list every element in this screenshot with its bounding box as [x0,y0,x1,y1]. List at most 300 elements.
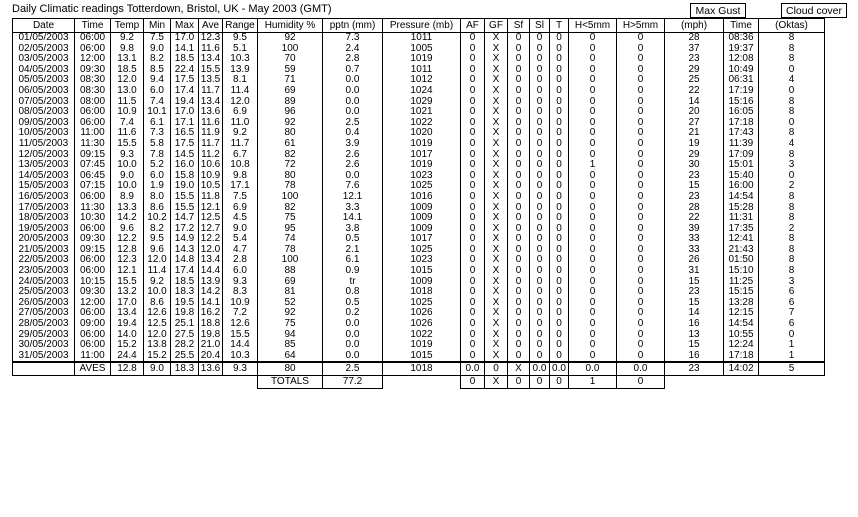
table-cell: 0 [508,245,530,256]
table-cell: 19 [665,139,724,150]
table-cell: 0 [508,287,530,298]
table-cell: 0 [508,75,530,86]
table-cell: 0 [461,234,485,245]
column-header: H<5mm [569,19,617,33]
column-header: Sf [508,19,530,33]
table-cell: 12.3 [199,33,223,44]
table-cell: 0 [569,171,617,182]
table-cell: 0 [530,308,550,319]
column-header: (mph) [665,19,724,33]
table-cell: 12.0 [111,75,144,86]
averages-cell: 9.0 [144,362,171,376]
table-cell: 1 [759,340,825,351]
table-cell: 0 [508,192,530,203]
table-cell: 9.5 [144,234,171,245]
totals-pptn: 77.2 [323,376,383,389]
table-cell: 8 [759,33,825,44]
table-cell: 7.3 [144,128,171,139]
table-cell: 11.7 [199,86,223,97]
column-header: Time [75,19,111,33]
table-cell: 0 [530,65,550,76]
table-cell: 0 [461,107,485,118]
table-cell: 0 [530,107,550,118]
table-cell: 12:00 [75,54,111,65]
table-cell: 74 [258,234,323,245]
table-cell: 69 [258,86,323,97]
table-cell: 2.8 [223,255,258,266]
table-cell: 0 [508,266,530,277]
table-cell: 2.1 [323,245,383,256]
table-row [13,192,825,203]
table-row [13,65,825,76]
table-cell: 0 [461,150,485,161]
table-cell: 13.0 [111,86,144,97]
table-cell: 0 [569,298,617,309]
table-cell: 0 [508,118,530,129]
table-cell: 6.9 [223,107,258,118]
table-cell: 0 [550,340,569,351]
table-cell: X [485,118,508,129]
table-cell: 25 [665,75,724,86]
table-cell: 0 [508,33,530,44]
table-cell: 13.5 [199,75,223,86]
table-cell: 13.4 [111,308,144,319]
table-cell: 0 [508,277,530,288]
table-cell: 10.8 [223,160,258,171]
table-cell: 1026 [383,319,461,330]
table-cell: 0 [530,245,550,256]
table-cell: 21/05/2003 [13,245,75,256]
table-cell: 0 [530,266,550,277]
table-cell: 3.8 [323,224,383,235]
table-cell: 0 [530,97,550,108]
table-cell: 11.4 [144,266,171,277]
table-row [13,277,825,288]
table-cell: 06:31 [724,75,759,86]
averages-cell: 13.6 [199,362,223,376]
table-cell: 0 [530,181,550,192]
table-cell: 06:00 [75,255,111,266]
table-cell: 12:41 [724,234,759,245]
table-cell: 1023 [383,255,461,266]
table-cell: 0 [550,54,569,65]
table-cell: 11.7 [223,139,258,150]
table-cell: 14.3 [171,245,199,256]
table-cell: 07:45 [75,160,111,171]
table-cell: 0 [530,139,550,150]
table-row [13,160,825,171]
table-cell: 22/05/2003 [13,255,75,266]
table-cell: 13.9 [199,277,223,288]
table-cell: 80 [258,128,323,139]
page-title: Daily Climatic readings Totterdown, Bristol, UK - May 2003 (GMT) [12,3,332,15]
table-cell: 13.8 [144,340,171,351]
table-cell: 14.4 [199,266,223,277]
table-cell: 14.1 [199,298,223,309]
table-cell: 11.7 [199,139,223,150]
table-cell: 12.8 [111,245,144,256]
table-cell: 26/05/2003 [13,298,75,309]
table-cell: 4 [759,75,825,86]
table-cell: 4 [759,139,825,150]
table-cell: 8 [759,255,825,266]
table-cell: 17:43 [724,128,759,139]
table-cell: 94 [258,330,323,341]
table-cell: 0 [617,213,665,224]
table-cell: 0 [617,54,665,65]
table-row [13,234,825,245]
table-cell: 7.3 [323,33,383,44]
table-cell: 0 [461,287,485,298]
averages-cell: 0.0 [530,362,550,376]
table-row [13,298,825,309]
table-row [13,351,825,363]
table-cell: 7.4 [144,97,171,108]
table-row [13,54,825,65]
table-cell: 11.2 [199,150,223,161]
table-cell: 17.5 [171,75,199,86]
table-cell: 8.1 [223,75,258,86]
table-row [13,75,825,86]
table-cell: 6 [759,287,825,298]
table-cell: 1020 [383,128,461,139]
table-cell: 0.0 [323,86,383,97]
table-cell: X [485,266,508,277]
table-cell: 09:30 [75,234,111,245]
table-cell: 11.6 [111,128,144,139]
table-cell: 0 [461,245,485,256]
table-cell: 23 [665,171,724,182]
table-cell: 20.4 [199,351,223,363]
table-cell: 0 [550,150,569,161]
table-cell: 0 [508,44,530,55]
table-cell: 0 [550,192,569,203]
averages-cell: 2.5 [323,362,383,376]
table-cell: 11.6 [199,44,223,55]
table-cell: 0 [461,139,485,150]
table-cell: 0 [550,298,569,309]
totals-h-gt5: 0 [617,376,665,389]
averages-cell: 0.0 [569,362,617,376]
table-cell: X [485,171,508,182]
table-cell: 10:55 [724,330,759,341]
table-cell: 0 [530,330,550,341]
table-cell: 19:37 [724,44,759,55]
table-cell: 9.8 [223,171,258,182]
table-cell: X [485,340,508,351]
table-cell: 0 [530,128,550,139]
table-cell: 11:25 [724,277,759,288]
totals-gf: X [485,376,508,389]
table-cell: 0 [508,308,530,319]
table-cell: 23 [665,192,724,203]
table-cell: 10.9 [223,298,258,309]
table-cell: 0 [569,139,617,150]
table-cell: 12.0 [144,330,171,341]
totals-row [13,376,825,389]
table-cell: 0 [617,86,665,97]
column-header: Date [13,19,75,33]
table-cell: 70 [258,54,323,65]
table-cell: 0 [550,213,569,224]
table-row [13,330,825,341]
table-cell: 11.6 [199,118,223,129]
column-header: (Oktas) [759,19,825,33]
table-cell: 31 [665,266,724,277]
table-cell: 7.5 [144,33,171,44]
table-cell: 0 [461,298,485,309]
table-cell: 1005 [383,44,461,55]
table-cell: 12.2 [111,234,144,245]
table-cell: 8.6 [144,298,171,309]
table-cell: 0 [569,33,617,44]
table-cell: 14.1 [323,213,383,224]
table-cell: 0 [569,192,617,203]
table-cell: 06:00 [75,330,111,341]
table-cell: 17.1 [171,118,199,129]
table-cell: X [485,298,508,309]
table-cell: 89 [258,97,323,108]
table-cell: 10.3 [223,54,258,65]
table-cell: 9.2 [111,33,144,44]
table-cell: 14.7 [171,213,199,224]
table-cell: 0 [617,75,665,86]
table-cell: 11.4 [223,86,258,97]
table-cell: 0 [461,65,485,76]
table-cell: 1019 [383,139,461,150]
table-cell: 11:30 [75,139,111,150]
table-cell: 0 [617,340,665,351]
table-cell: 12:08 [724,54,759,65]
table-cell: 0 [550,86,569,97]
table-cell: 5.2 [144,160,171,171]
table-cell: X [485,351,508,363]
table-cell: 1 [569,160,617,171]
table-cell: 0 [550,234,569,245]
table-cell: 30 [665,160,724,171]
table-cell: 82 [258,203,323,214]
table-cell: 0.0 [323,319,383,330]
table-cell: 64 [258,351,323,363]
table-cell: X [485,160,508,171]
table-cell: 0 [461,181,485,192]
table-cell: 10.0 [111,181,144,192]
table-cell: 0.0 [323,97,383,108]
table-cell: 12:00 [75,298,111,309]
table-cell: 0.2 [323,308,383,319]
table-cell: 8 [759,97,825,108]
table-cell: 75 [258,213,323,224]
table-cell: 0 [569,118,617,129]
table-cell: 0 [569,54,617,65]
table-cell: 17/05/2003 [13,203,75,214]
table-cell: 0 [617,33,665,44]
table-cell: 15.5 [111,139,144,150]
table-cell: 19/05/2003 [13,224,75,235]
table-cell: 0 [530,171,550,182]
table-row [13,97,825,108]
table-cell: 5.8 [144,139,171,150]
table-cell: 1015 [383,351,461,363]
table-cell: 9.8 [111,44,144,55]
table-cell: X [485,139,508,150]
table-cell: 8.2 [144,54,171,65]
table-cell: 9.2 [223,128,258,139]
table-cell: 23/05/2003 [13,266,75,277]
table-cell: 0 [508,330,530,341]
table-cell: 0 [530,255,550,266]
table-cell: 0 [550,277,569,288]
table-cell: 19.8 [199,330,223,341]
table-cell: 6.0 [144,86,171,97]
table-cell: 0 [530,75,550,86]
table-cell: 25.1 [171,319,199,330]
table-cell: 8 [759,234,825,245]
table-cell: 0 [569,224,617,235]
table-cell: 0 [530,319,550,330]
table-cell: 06:00 [75,192,111,203]
table-cell: 10.1 [144,107,171,118]
table-cell: X [485,107,508,118]
table-cell: 10/05/2003 [13,128,75,139]
table-cell: 15:10 [724,266,759,277]
table-cell: 0 [550,266,569,277]
table-cell: 19.8 [171,308,199,319]
table-row [13,340,825,351]
table-cell: 0.9 [323,266,383,277]
table-cell: 0 [617,97,665,108]
table-cell: 0 [550,75,569,86]
table-cell: 8.3 [223,287,258,298]
table-cell: 0 [550,139,569,150]
table-cell: 0 [617,255,665,266]
table-cell: 8 [759,245,825,256]
table-cell: 0 [461,255,485,266]
table-cell: 1017 [383,234,461,245]
table-cell: 06:45 [75,171,111,182]
table-cell: 0 [550,160,569,171]
table-row [13,86,825,97]
table-cell: 0 [550,118,569,129]
table-row [13,107,825,118]
table-cell: 0 [617,298,665,309]
table-cell: 1019 [383,54,461,65]
table-cell: 17:09 [724,150,759,161]
table-cell: 19.4 [111,319,144,330]
table-cell: 25/05/2003 [13,287,75,298]
table-cell: 09:15 [75,150,111,161]
table-cell: 8.2 [144,224,171,235]
table-cell: 9.4 [144,75,171,86]
column-header: pptn (mm) [323,19,383,33]
table-cell: 17:18 [724,351,759,363]
table-cell: 25.5 [171,351,199,363]
table-cell: 15.5 [111,277,144,288]
table-cell: 12:15 [724,308,759,319]
table-cell: 09:00 [75,319,111,330]
table-cell: 0 [461,128,485,139]
table-cell: 4.5 [223,213,258,224]
table-cell: 12.1 [323,192,383,203]
table-cell: 0 [569,150,617,161]
table-cell: 100 [258,44,323,55]
averages-cell: 5 [759,362,825,376]
table-cell: 11:00 [75,128,111,139]
table-cell: 72 [258,160,323,171]
table-cell: 0 [530,224,550,235]
table-cell: 0 [508,234,530,245]
table-cell: 17.5 [171,139,199,150]
table-cell: 01/05/2003 [13,33,75,44]
totals-sl: 0 [530,376,550,389]
table-cell: 100 [258,192,323,203]
table-cell: 1 [759,351,825,363]
table-cell: 12.0 [144,255,171,266]
column-header: GF [485,19,508,33]
table-cell: 75 [258,319,323,330]
table-cell: 15 [665,181,724,192]
table-cell: 2.4 [323,44,383,55]
table-cell: 1011 [383,33,461,44]
table-cell: 0 [461,44,485,55]
table-cell: 78 [258,245,323,256]
table-cell: 0 [530,234,550,245]
table-cell: X [485,213,508,224]
table-cell: 17.1 [223,181,258,192]
table-cell: 16:05 [724,107,759,118]
table-cell: 0 [530,203,550,214]
table-cell: 13.4 [199,54,223,65]
table-cell: 8 [759,203,825,214]
table-cell: 0 [759,118,825,129]
table-cell: 0 [569,234,617,245]
averages-cell [13,362,75,376]
table-cell: 0 [530,86,550,97]
table-cell: 6 [759,319,825,330]
table-cell: 17:35 [724,224,759,235]
table-cell: 6.0 [144,171,171,182]
table-cell: 96 [258,107,323,118]
table-cell: 0 [508,181,530,192]
table-cell: 21 [665,128,724,139]
table-cell: X [485,54,508,65]
table-cell: 18.3 [171,287,199,298]
table-cell: 7.8 [144,150,171,161]
table-cell: 6.1 [144,118,171,129]
table-cell: 13.4 [199,97,223,108]
table-cell: 0 [617,139,665,150]
table-cell: X [485,97,508,108]
table-cell: X [485,150,508,161]
table-cell: 0 [461,213,485,224]
table-cell: 0 [617,192,665,203]
table-cell: 06:00 [75,118,111,129]
table-cell: 13.9 [223,65,258,76]
table-cell: 0 [508,298,530,309]
table-cell: 0 [530,340,550,351]
table-cell: 19.4 [171,97,199,108]
table-cell: 1016 [383,192,461,203]
table-cell: 8 [759,213,825,224]
table-cell: 69 [258,277,323,288]
table-cell: 0 [461,86,485,97]
table-cell: 13/05/2003 [13,160,75,171]
table-cell: 14.5 [171,150,199,161]
table-cell: 0 [569,277,617,288]
table-cell: 0.0 [323,75,383,86]
table-cell: 0.5 [323,298,383,309]
table-cell: 8 [759,266,825,277]
